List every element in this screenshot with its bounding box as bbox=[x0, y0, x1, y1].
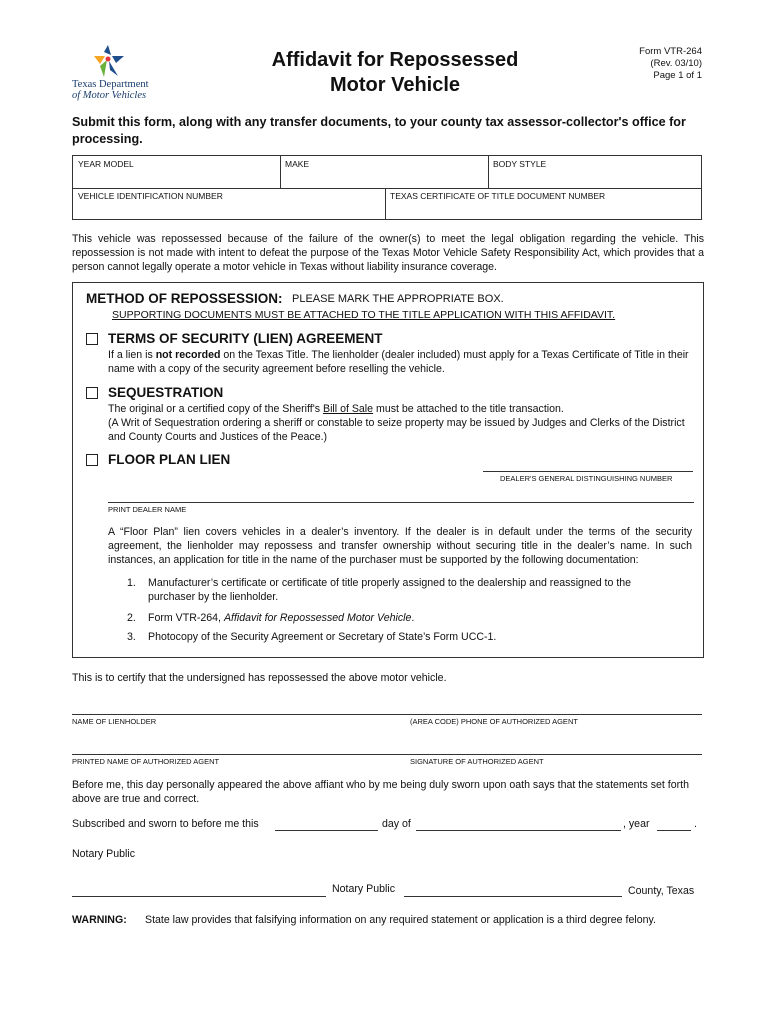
make-label: MAKE bbox=[285, 159, 310, 169]
notary-public-label-2: Notary Public bbox=[332, 883, 395, 895]
doc-item-3-text: Photocopy of the Security Agreement or Secretary of State’s Form UCC-1. bbox=[148, 631, 497, 643]
doc-item-2-italic: Affidavit for Repossessed Motor Vehicle bbox=[223, 612, 412, 624]
vehicle-info-grid bbox=[72, 155, 702, 220]
dealer-name-label: PRINT DEALER NAME bbox=[108, 505, 187, 514]
doc-item-2-a: Form VTR-264, bbox=[148, 612, 224, 624]
county-line[interactable] bbox=[404, 896, 622, 897]
day-blank[interactable] bbox=[275, 830, 378, 831]
doc-item-1-number: 1. bbox=[127, 577, 136, 589]
gdn-line[interactable] bbox=[483, 471, 693, 472]
lienholder-label: NAME OF LIENHOLDER bbox=[72, 717, 157, 726]
method-heading: METHOD OF REPOSSESSION: bbox=[86, 291, 283, 306]
doc-item-2-text bbox=[148, 611, 414, 625]
sequestration-line-1-a: The original or a certified copy of the Sheriff's bbox=[108, 403, 323, 415]
signature-label: SIGNATURE OF AUTHORIZED AGENT bbox=[410, 757, 544, 766]
lienholder-phone-line[interactable] bbox=[72, 714, 702, 715]
terms-body-bold: not recorded bbox=[155, 349, 221, 361]
terms-title: TERMS OF SECURITY (LIEN) AGREEMENT bbox=[108, 331, 383, 346]
warning-label: WARNING: bbox=[72, 914, 127, 926]
day-of-text: day of bbox=[382, 818, 411, 830]
method-heading-note: PLEASE MARK THE APPROPRIATE BOX. bbox=[292, 293, 504, 305]
agency-name bbox=[72, 79, 149, 101]
repossession-statement: This vehicle was repossessed because of the failure of the owner(s) to meet the legal obligation regarding the vehicle. This repossession is not made with intent to defeat the purpose of the Texas Motor Vehicle Safety Responsibility Act, which provides that a person cannot legally operate a motor vehicle in Texas without liability insurance coverage. bbox=[72, 233, 704, 273]
sequestration-line-1-b: must be attached to the title transaction. bbox=[373, 403, 564, 415]
vin-field[interactable] bbox=[73, 188, 385, 219]
sequestration-line-1 bbox=[108, 402, 698, 416]
terms-body-a: If a lien is bbox=[108, 349, 156, 361]
title-doc-label: TEXAS CERTIFICATE OF TITLE DOCUMENT NUMBER bbox=[390, 191, 606, 201]
floor-plan-title: FLOOR PLAN LIEN bbox=[108, 452, 231, 467]
title-line-2: Motor Vehicle bbox=[329, 74, 461, 96]
doc-item-2-number: 2. bbox=[127, 612, 136, 624]
doc-item-3-number: 3. bbox=[127, 631, 136, 643]
subscribed-text: Subscribed and sworn to before me this bbox=[72, 818, 259, 830]
title-doc-number-field[interactable] bbox=[385, 188, 701, 219]
floor-plan-checkbox[interactable] bbox=[86, 454, 98, 466]
sequestration-body bbox=[108, 402, 698, 444]
page-title bbox=[230, 48, 560, 98]
instructions: Submit this form, along with any transfer documents, to your county tax assessor-collector's office for processing. bbox=[72, 115, 686, 146]
form-revision: (Rev. 03/10) bbox=[650, 58, 702, 69]
agency-line-1: Texas Department bbox=[72, 79, 149, 90]
make-field[interactable] bbox=[280, 156, 488, 188]
year-model-label: YEAR MODEL bbox=[78, 159, 134, 169]
certify-statement: This is to certify that the undersigned has repossessed the above motor vehicle. bbox=[72, 672, 447, 684]
title-line-1: Affidavit for Repossessed bbox=[271, 49, 519, 71]
oath-statement: Before me, this day personally appeared the above affiant who by me being duly sworn upon oath says that the statements set forth above are true and correct. bbox=[72, 779, 689, 805]
agency-line-2: of Motor Vehicles bbox=[72, 90, 147, 101]
sequestration-checkbox[interactable] bbox=[86, 387, 98, 399]
body-style-label: BODY STYLE bbox=[493, 159, 547, 169]
vin-label: VEHICLE IDENTIFICATION NUMBER bbox=[78, 191, 223, 201]
doc-item-2-b: . bbox=[411, 612, 415, 624]
period-text: . bbox=[694, 818, 697, 830]
agent-name-signature-line[interactable] bbox=[72, 754, 702, 755]
body-style-field[interactable] bbox=[488, 156, 701, 188]
doc-item-1-text: Manufacturer’s certificate or certificate of title properly assigned to the dealership and reassigned to the purchaser by the lienholder. bbox=[148, 577, 632, 603]
year-model-field[interactable] bbox=[73, 156, 280, 188]
county-texas-label: County, Texas bbox=[628, 885, 695, 897]
phone-label: (AREA CODE) PHONE OF AUTHORIZED AGENT bbox=[410, 717, 578, 726]
gdn-label: DEALER'S GENERAL DISTINGUISHING NUMBER bbox=[500, 474, 673, 483]
month-blank[interactable] bbox=[416, 830, 621, 831]
terms-body-b: on the Texas Title. The lienholder (dealer included) must apply for a Texas Certificate of Title in their name with a copy of the security agreement before reselling the vehicle. bbox=[108, 349, 689, 375]
terms-body bbox=[108, 348, 696, 376]
sequestration-line-2: (A Writ of Sequestration ordering a sheriff or constable to seize property may be issued by Judges and Clerks of the District and County Courts and Justices of the Peace.) bbox=[108, 417, 685, 443]
page-number: Page 1 of 1 bbox=[653, 70, 702, 81]
bill-of-sale-text: Bill of Sale bbox=[323, 403, 374, 415]
year-text: , year bbox=[623, 818, 650, 830]
star-logo-icon bbox=[72, 44, 142, 80]
terms-checkbox[interactable] bbox=[86, 333, 98, 345]
supporting-docs-note: SUPPORTING DOCUMENTS MUST BE ATTACHED TO THE TITLE APPLICATION WITH THIS AFFIDAVIT. bbox=[112, 309, 616, 321]
form-number-block bbox=[639, 46, 702, 82]
form-id: Form VTR-264 bbox=[639, 46, 702, 57]
dealer-name-line[interactable] bbox=[108, 502, 694, 503]
warning-text: State law provides that falsifying information on any required statement or application is a third degree felony. bbox=[145, 914, 656, 926]
notary-public-label: Notary Public bbox=[72, 848, 135, 860]
sequestration-title: SEQUESTRATION bbox=[108, 385, 224, 400]
printed-name-label: PRINTED NAME OF AUTHORIZED AGENT bbox=[72, 757, 220, 766]
notary-signature-line[interactable] bbox=[72, 896, 326, 897]
floor-plan-body: A “Floor Plan” lien covers vehicles in a dealer’s inventory. If the dealer is in default under the terms of the security agreement, the lienholder may repossess and transfer ownership without securing title in the dealer’s name. In such instances, an application for title in the name of the purchaser must be supported by the following documentation: bbox=[108, 526, 692, 566]
year-blank[interactable] bbox=[657, 830, 691, 831]
